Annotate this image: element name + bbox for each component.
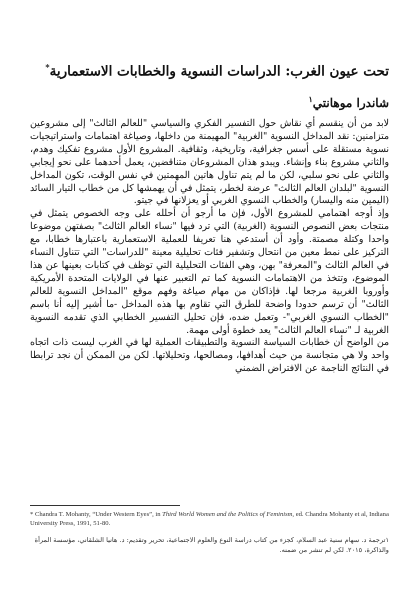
article-body (30, 118, 389, 376)
author-footnote-mark: ١ (308, 94, 313, 104)
article-title (20, 62, 389, 80)
footnote-english-lead: * Chandra T. Mohanty, “Under Western Eyes”, in (30, 511, 163, 518)
footnote-english-tail: , ed. Chandra Mohanty et al, Indiana University Press, 1991, 51-80. (30, 511, 389, 527)
author-name (20, 94, 389, 110)
footnote-english (30, 510, 389, 528)
article-title-text: تحت عيون الغرب: الدراسات النسوية والخطابات الاستعمارية (49, 63, 389, 80)
body-paragraph-2: وإذ أوجه اهتمامي للمشروع الأول، فإن ما أرجو أن أحلله على وجه الخصوص يتمثل في منتجات بعض النصوص النسوية (الغربية) التي ترد فيها "نساء العالم الثالث" بصفتهن موضوعا واحدا وكتلة مصمتة. وأود أن أستدعي هنا تعريفا للعملية الاستعمارية باعتبارها خطابا، مع التركيز على نمط معين من انتحال وتشفير فئات تحليلية معينة "للدراسات" التي تتناول النساء في العالم الثالث و"المعرفة" بهن، وهي الفئات التحليلية التي توظف في كتابات بعينها عن هذا الموضوع، وتتخذ من الاهتمامات النسوية كما تم التعبير عنها في الولايات المتحدة الأمريكية وأوروبا الغربية مرجعا لها. فإذاكان من مهام صياغة وفهم موقع "المداخل النسوية للعالم الثالث" أن ترسم حدودا واضحة للطرق التي تقاوم بها هذه المداخل -ما أشير إليه أنا باسم "الخطاب النسوي الغربي"- وتعمل ضده، فإن تحليل التفسير الخطابي الذي تقدمه النسوية الغربية لـ "نساء العالم الثالث" يعد خطوة أولى مهمة. (30, 208, 389, 336)
title-footnote-mark: * (45, 62, 50, 72)
footnote-separator (30, 505, 180, 506)
body-paragraph-3: من الواضح أن خطابات السياسة النسوية والتطبيقات العملية لها في الغرب ليست ذات اتجاه واحد ولا هي متجانسة من حيث أهدافها، ومصالحها، وتحليلاتها. لكن من الممكن أن نجد ترابطا في النتائج الناجمة عن الافتراض الضمني (30, 337, 389, 375)
footnote-arabic: ١ترجمة د. سهام سنية عبد السلام، كجزء من كتاب دراسة النوع والعلوم الاجتماعية، تحرير وتقديم: د. هانيا الشلقاني، مؤسسة المرأة والذاكرة، ٢٠١٥. لكن لم تنشر من ضمنه. (34, 536, 389, 554)
author-name-text: شاندرا موهانتي (312, 96, 389, 110)
footnote-english-book-title: Third World Women and the Politics of Feminism (162, 511, 293, 518)
body-paragraph-1: لابد من أن ينقسم أي نقاش حول التفسير الفكري والسياسي "للعالم الثالث" إلى مشروعين متزامنين: نقد المداخل النسوية "الغربية" المهيمنة من داخلها، وصياغة اهتمامات واستراتيجيات نسوية مستقلة على أسس جغرافية، وتاريخية، وثقافية. المشروع الأول مشروع تفكيك وهدم، والثاني مشروع بناء وإنشاء. ويبدو هذان المشروعان متناقضين، يعمل أحدهما على نحو إيجابي والثاني على نحو سلبي، لكن ما لم يتم تناول هاتين المهمتين في نفس الوقت، تكون المداخل النسوية "لبلدان العالم الثالث" عرضة لخطر، يتمثل في أن يهمشها كل من خطاب التيار السائد (اليمين منه واليسار) والخطاب النسوي الغربي أو يعزلانها في جيتو. (30, 118, 389, 207)
